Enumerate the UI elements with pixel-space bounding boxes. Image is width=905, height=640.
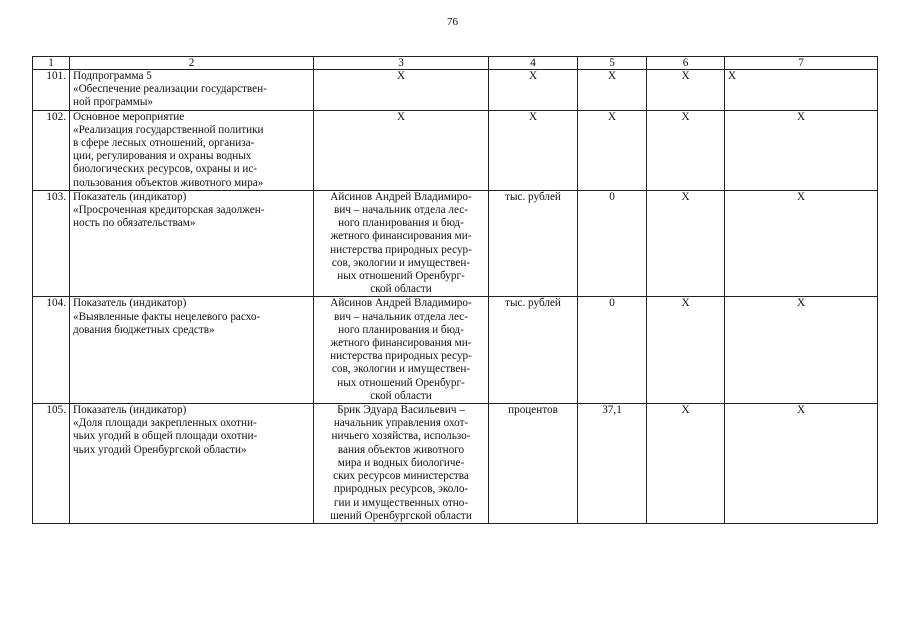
value-col-5: 0: [578, 297, 647, 404]
indicator-table: [32, 56, 878, 524]
unit: тыс. рублей: [489, 190, 578, 297]
header-col-6: 6: [647, 57, 725, 70]
value-col-5: Х: [578, 70, 647, 111]
responsible-person: Айсинов Андрей Владимиро- вич – начальник отдела лес- ного планирования и бюд- жетного финансирования ми- нистерства природных ресур- сов, экологии и имуществен- ных отношений Оренбург- ской области: [314, 190, 489, 297]
responsible-person: Брик Эдуард Васильевич – начальник управления охот- ничьего хозяйства, использо- вания объектов животного мира и водных биологиче- ских ресурсов министерства природных ресурсов, эколо- гии и имущественных отно- шений Оренбургской области: [314, 404, 489, 524]
value-col-6: Х: [647, 190, 725, 297]
value-col-7: Х: [725, 190, 878, 297]
table-row: [33, 404, 878, 524]
table-row: [33, 110, 878, 190]
header-col-2: 2: [70, 57, 314, 70]
value-col-7: Х: [725, 70, 878, 111]
unit: Х: [489, 110, 578, 190]
value-col-6: Х: [647, 404, 725, 524]
row-number: 101.: [33, 70, 70, 111]
table-row: [33, 297, 878, 404]
value-col-5: 0: [578, 190, 647, 297]
indicator-name: Основное мероприятие «Реализация государственной политики в сфере лесных отношений, организа- ции, регулирования и охраны водных биологических ресурсов, охраны и ис- пользования объектов животного мира»: [70, 110, 314, 190]
indicator-name: Показатель (индикатор) «Выявленные факты нецелевого расхо- дования бюджетных средств»: [70, 297, 314, 404]
indicator-name: Подпрограмма 5 «Обеспечение реализации государствен- ной программы»: [70, 70, 314, 111]
value-col-5: 37,1: [578, 404, 647, 524]
row-number: 103.: [33, 190, 70, 297]
page-number: 76: [447, 16, 458, 28]
value-col-6: Х: [647, 110, 725, 190]
value-col-7: Х: [725, 297, 878, 404]
unit: Х: [489, 70, 578, 111]
unit: тыс. рублей: [489, 297, 578, 404]
responsible-person: Айсинов Андрей Владимиро- вич – начальник отдела лес- ного планирования и бюд- жетного финансирования ми- нистерства природных ресур- сов, экологии и имуществен- ных отношений Оренбург- ской области: [314, 297, 489, 404]
header-col-4: 4: [489, 57, 578, 70]
header-col-3: 3: [314, 57, 489, 70]
row-number: 104.: [33, 297, 70, 404]
header-col-7: 7: [725, 57, 878, 70]
indicator-name: Показатель (индикатор) «Доля площади закрепленных охотни- чьих угодий в общей площади охотни- чьих угодий Оренбургской области»: [70, 404, 314, 524]
indicator-name: Показатель (индикатор) «Просроченная кредиторская задолжен- ность по обязательствам»: [70, 190, 314, 297]
responsible-person: Х: [314, 70, 489, 111]
header-col-5: 5: [578, 57, 647, 70]
value-col-6: Х: [647, 297, 725, 404]
value-col-7: Х: [725, 110, 878, 190]
header-row: [33, 57, 878, 70]
responsible-person: Х: [314, 110, 489, 190]
table-row: [33, 190, 878, 297]
value-col-6: Х: [647, 70, 725, 111]
value-col-5: Х: [578, 110, 647, 190]
header-col-1: 1: [33, 57, 70, 70]
row-number: 105.: [33, 404, 70, 524]
row-number: 102.: [33, 110, 70, 190]
value-col-7: Х: [725, 404, 878, 524]
table-row: [33, 70, 878, 111]
unit: процентов: [489, 404, 578, 524]
